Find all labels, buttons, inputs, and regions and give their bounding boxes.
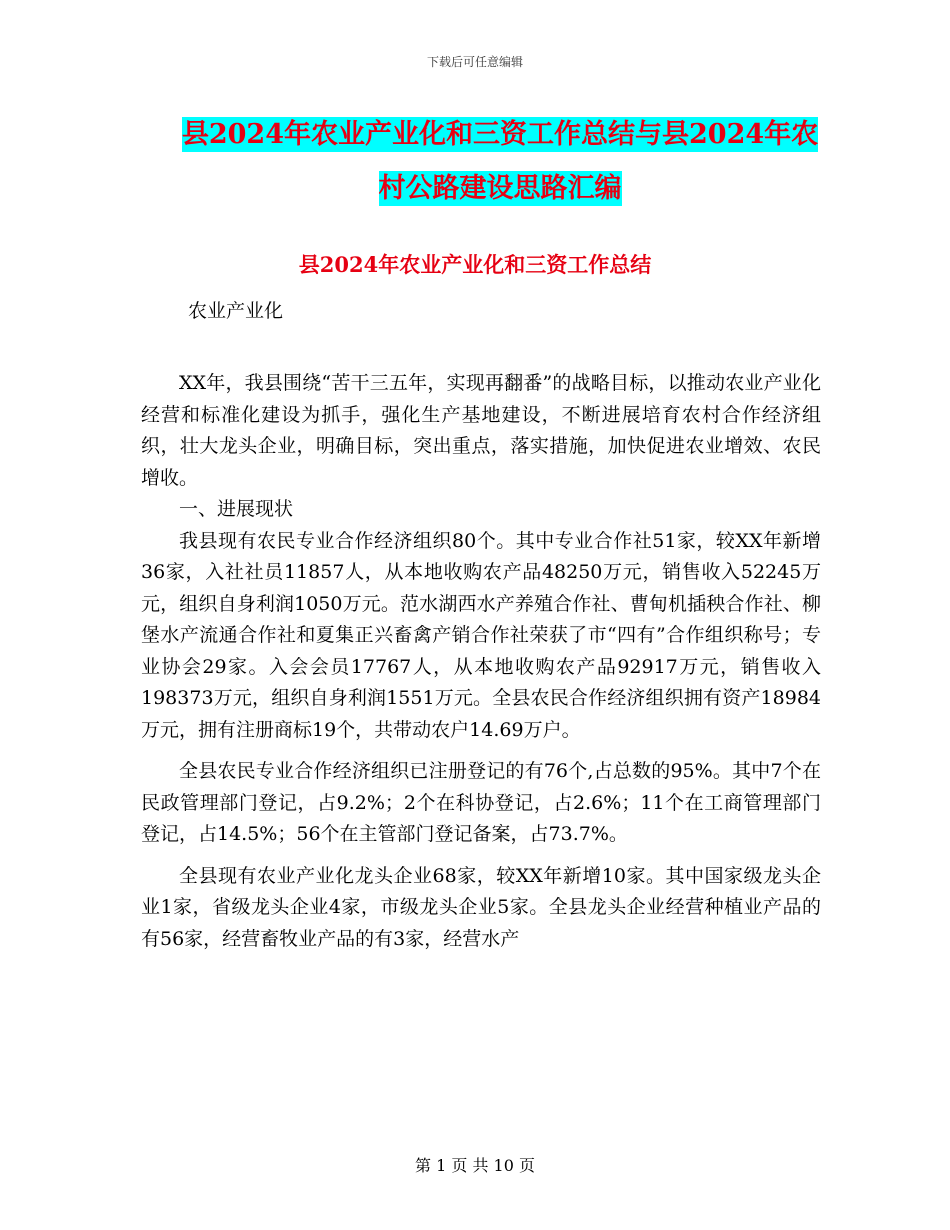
paragraph-intro: XX年，我县围绕“苦干三五年，实现再翻番”的战略目标，以推动农业产业化经营和标准化建设为抓手，强化生产基地建设，不断进展培育农村合作经济组织，壮大龙头企业，明确目标，突出重点，落实措施，加快促进农业增效、农民增收。	[141, 372, 821, 489]
paragraph-cooperatives: 我县现有农民专业合作经济组织80个。其中专业合作社51家，较XX年新增36家，入社社员11857人，从本地收购农产品48250万元，销售收入52245万元，组织自身利润1050万元。范水湖西水产养殖合作社、曹甸机插秧合作社、柳堡水产流通合作社和夏集正兴畜禽产销合作社荣获了市“四有”合作组织称号；专业协会29家。入会会员17767人，从本地收购农产品92917万元，销售收入198373万元，组织自身利润1551万元。全县农民合作经济组织拥有资产18984万元，拥有注册商标19个，共带动农户14.69万户。	[141, 529, 821, 741]
paragraph-heading-status: 一、进展现状	[179, 498, 294, 520]
document-title	[140, 108, 860, 216]
paragraph-leading-enterprises: 全县现有农业产业化龙头企业68家，较XX年新增10家。其中国家级龙头企业1家，省级龙头企业4家，市级龙头企业5家。全县龙头企业经营种植业产品的有56家，经营畜牧业产品的有3家，经营水产	[141, 864, 821, 950]
page-header-note: 下载后可任意编辑	[426, 55, 523, 69]
document-title-line-1: 县2024年农业产业化和三资工作总结与县2024年农	[181, 119, 819, 150]
subheading: 农业产业化	[188, 300, 284, 322]
document-title-line-2: 村公路建设思路汇编	[378, 173, 622, 204]
page-number: 第 1 页 共 10 页	[415, 1156, 535, 1175]
section-title: 县2024年农业产业化和三资工作总结	[298, 252, 652, 277]
body-text	[141, 368, 821, 955]
paragraph-registration: 全县农民专业合作经济组织已注册登记的有76个,占总数的95%。其中7个在民政管理部门登记，占9.2%；2个在科协登记，占2.6%；11个在工商管理部门登记，占14.5%；56个在主管部门登记备案，占73.7%。	[141, 760, 821, 845]
